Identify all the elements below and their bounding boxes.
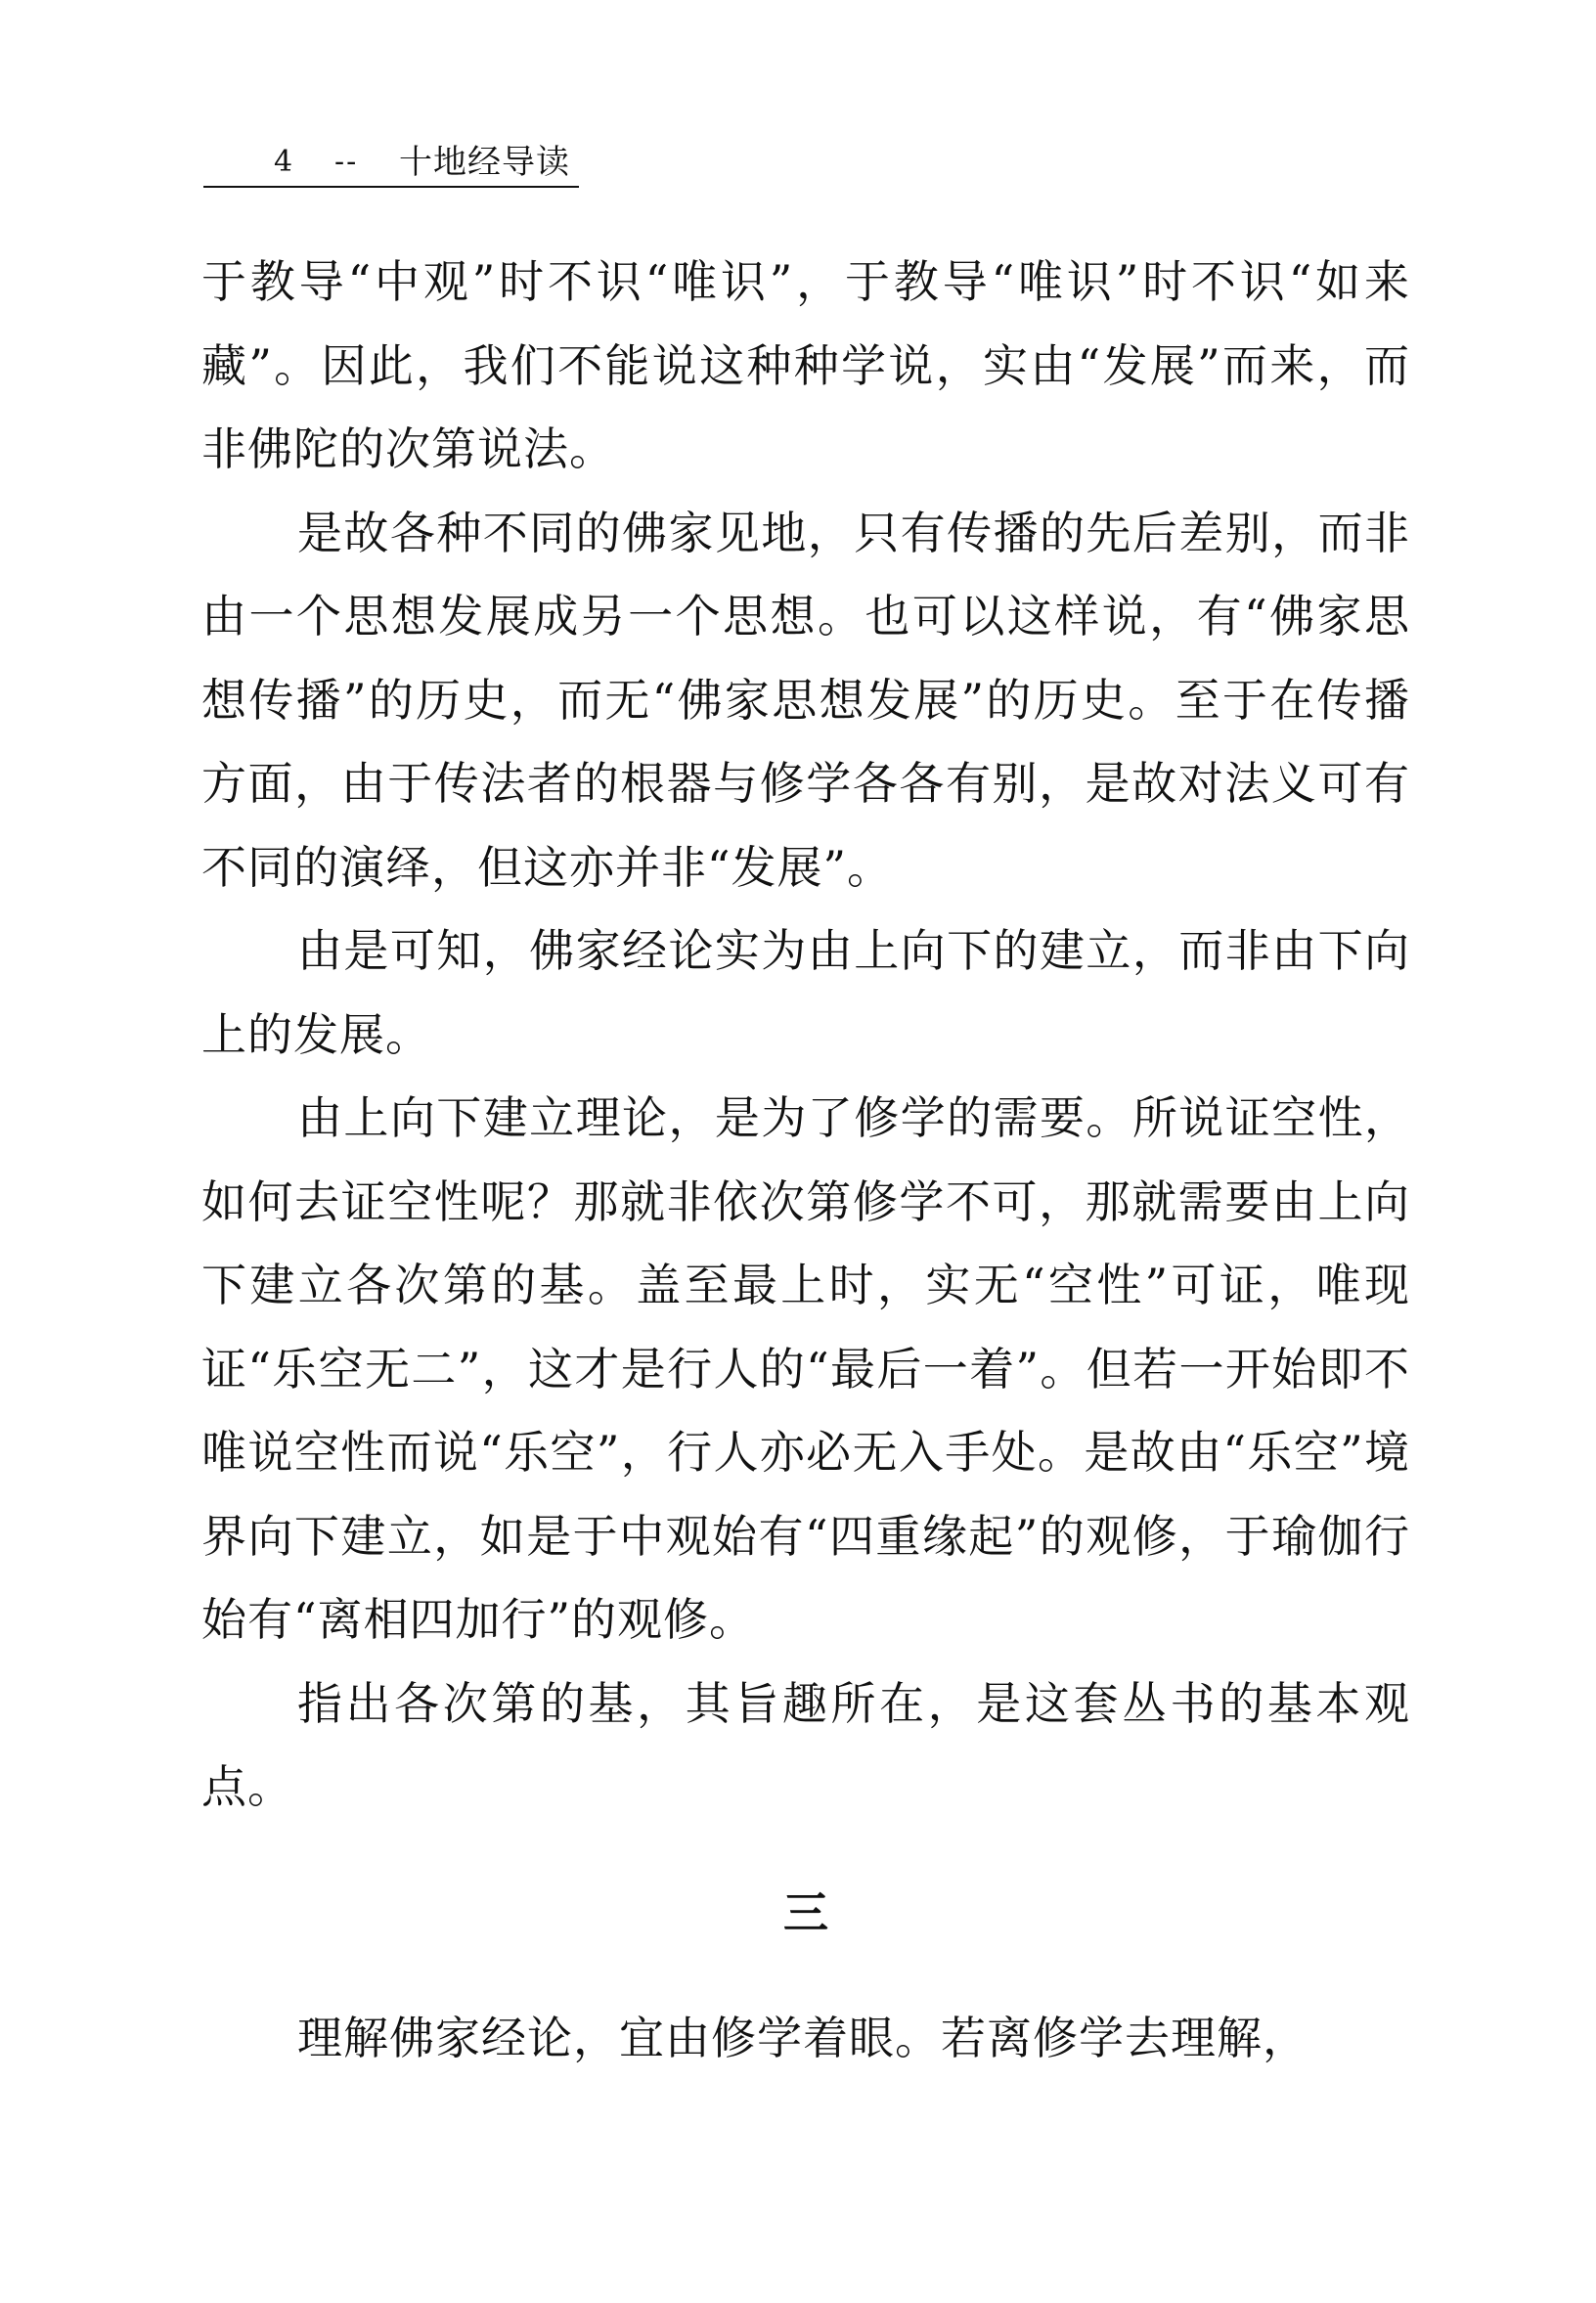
paragraph: 指出各次第的基，其旨趣所在，是这套丛书的基本观点。 bbox=[201, 1676, 1410, 1813]
running-head-separator: -- bbox=[334, 145, 359, 179]
paragraph: 理解佛家经论，宜由修学着眼。若离修学去理解， bbox=[297, 2011, 1308, 2064]
page-number: 4 bbox=[274, 145, 293, 179]
section-heading: 三 bbox=[783, 1885, 828, 1939]
paragraph: 由是可知，佛家经论实为由上向下的建立，而非由下向上的发展。 bbox=[201, 924, 1410, 1061]
book-title: 十地经导读 bbox=[399, 143, 570, 182]
paragraph: 是故各种不同的佛家见地，只有传播的先后差别，而非由一个思想发展成另一个思想。也可以这样说，有“佛家思想传播”的历史，而无“佛家思想发展”的历史。至于在传播方面，由于传法者的根器与修学各各有别，是故对法义可有不同的演绎，但这亦并非“发展”。 bbox=[201, 506, 1410, 894]
running-head bbox=[203, 139, 585, 186]
header-rule bbox=[203, 186, 579, 188]
body-text bbox=[201, 241, 1410, 2080]
paragraph-continued: 于教导“中观”时不识“唯识”，于教导“唯识”时不识“如来藏”。因此，我们不能说这种种学说，实由“发展”而来，而非佛陀的次第说法。 bbox=[201, 255, 1410, 475]
paragraph: 由上向下建立理论，是为了修学的需要。所说证空性，如何去证空性呢？那就非依次第修学不可，那就需要由上向下建立各次第的基。盖至最上时，实无“空性”可证，唯现证“乐空无二”，这才是行人的“最后一着”。但若一开始即不唯说空性而说“乐空”，行人亦必无入手处。是故由“乐空”境界向下建立，如是于中观始有“四重缘起”的观修，于瑜伽行始有“离相四加行”的观修。 bbox=[201, 1091, 1410, 1646]
